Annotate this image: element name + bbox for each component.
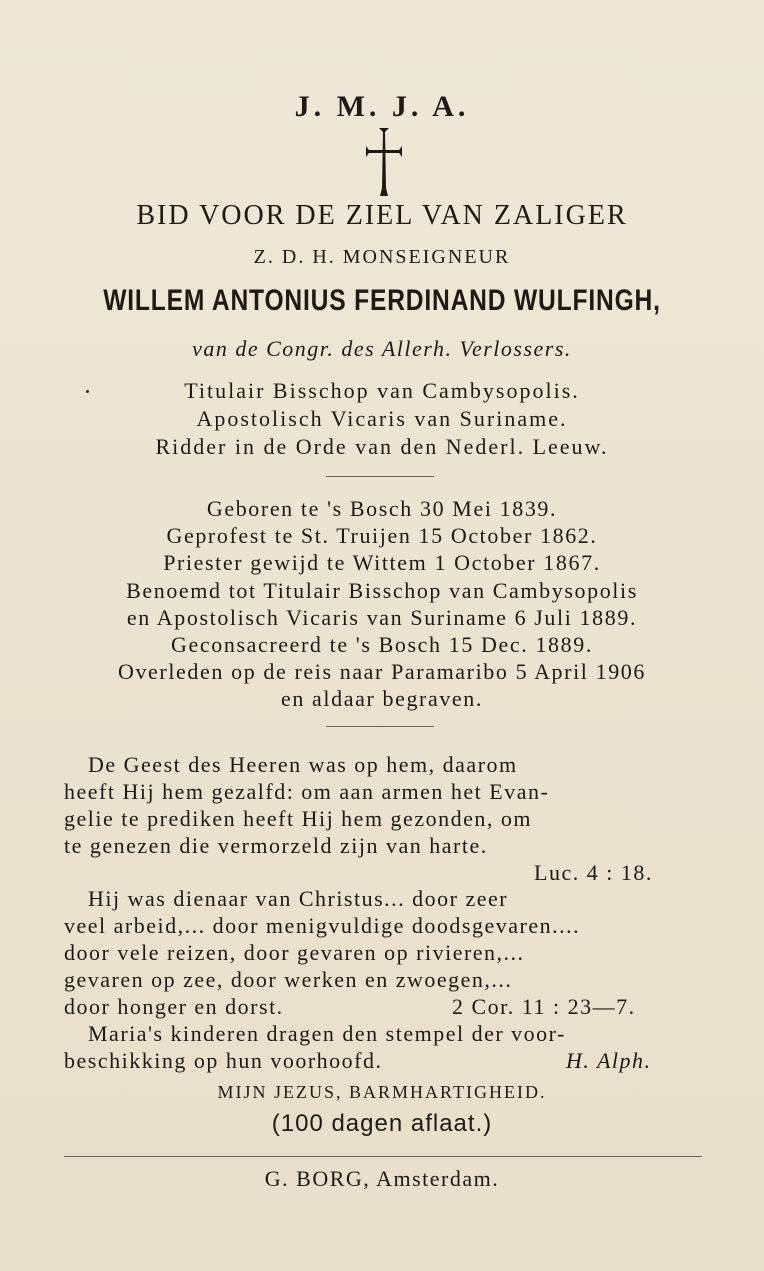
printer-imprint: G. BORG, Amsterdam. xyxy=(264,1166,500,1191)
invocation: MIJN JEZUS, BARMHARTIGHEID. xyxy=(217,1082,547,1102)
title-line: Ridder in de Orde van den Nederl. Leeuw. xyxy=(155,434,609,459)
quote-line: heeft Hij hem gezalfd: om aan armen het Evan- xyxy=(64,779,550,804)
life-line: Priester gewijd te Wittem 1 October 1867. xyxy=(163,550,601,575)
quote-line: De Geest des Heeren was op hem, daarom xyxy=(88,752,518,777)
quote-line: Hij was dienaar van Christus... door zeer xyxy=(88,886,509,911)
life-line: Overleden op de reis naar Paramaribo 5 April 1906 xyxy=(117,659,647,684)
header-jmja: J. M. J. A. xyxy=(294,90,470,123)
title-line: Apostolisch Vicaris van Suriname. xyxy=(196,406,568,431)
quote-line: gevaren op zee, door werken en zwoegen,... xyxy=(64,967,513,992)
quote-line: Maria's kinderen dragen den stempel der voor- xyxy=(88,1021,566,1046)
quote-line: beschikking op hun voorhoofd. xyxy=(64,1048,383,1073)
quote-reference: H. Alph. xyxy=(566,1048,652,1073)
divider xyxy=(326,476,434,477)
indulgence-note: (100 dagen aflaat.) xyxy=(271,1110,493,1137)
quote-reference: Luc. 4 : 18. xyxy=(534,860,653,885)
life-line: Geboren te 's Bosch 30 Mei 1839. xyxy=(206,496,558,521)
life-line: Geprofest te St. Truijen 15 October 1862. xyxy=(166,523,598,548)
prayer-line: BID VOOR DE ZIEL VAN ZALIGER xyxy=(136,200,628,231)
honorific: Z. D. H. MONSEIGNEUR xyxy=(253,246,511,268)
quote-line: gelie te prediken heeft Hij hem gezonden, om xyxy=(64,806,532,831)
divider xyxy=(326,726,434,727)
divider xyxy=(64,1156,702,1157)
quote-line: veel arbeid,... door menigvuldige doodsgevaren.... xyxy=(64,913,581,938)
life-line: Benoemd tot Titulair Bisschop van Cambysopolis xyxy=(126,578,638,603)
life-line: en Apostolisch Vicaris van Suriname 6 Juli 1889. xyxy=(126,605,638,630)
quote-reference: 2 Cor. 11 : 23—7. xyxy=(452,994,636,1019)
cross-icon xyxy=(364,128,404,198)
quote-line: door vele reizen, door gevaren op rivieren,... xyxy=(64,940,525,965)
deceased-name: WILLEM ANTONIUS FERDINAND WULFINGH, xyxy=(103,284,661,317)
life-line: en aldaar begraven. xyxy=(280,686,484,711)
congregation: van de Congr. des Allerh. Verlossers. xyxy=(192,336,572,361)
quote-line: te genezen die vermorzeld zijn van harte. xyxy=(64,833,488,858)
title-line: Titulair Bisschop van Cambysopolis. xyxy=(184,378,580,403)
life-line: Geconsacreerd te 's Bosch 15 Dec. 1889. xyxy=(171,632,593,657)
quote-line: door honger en dorst. xyxy=(64,994,284,1019)
